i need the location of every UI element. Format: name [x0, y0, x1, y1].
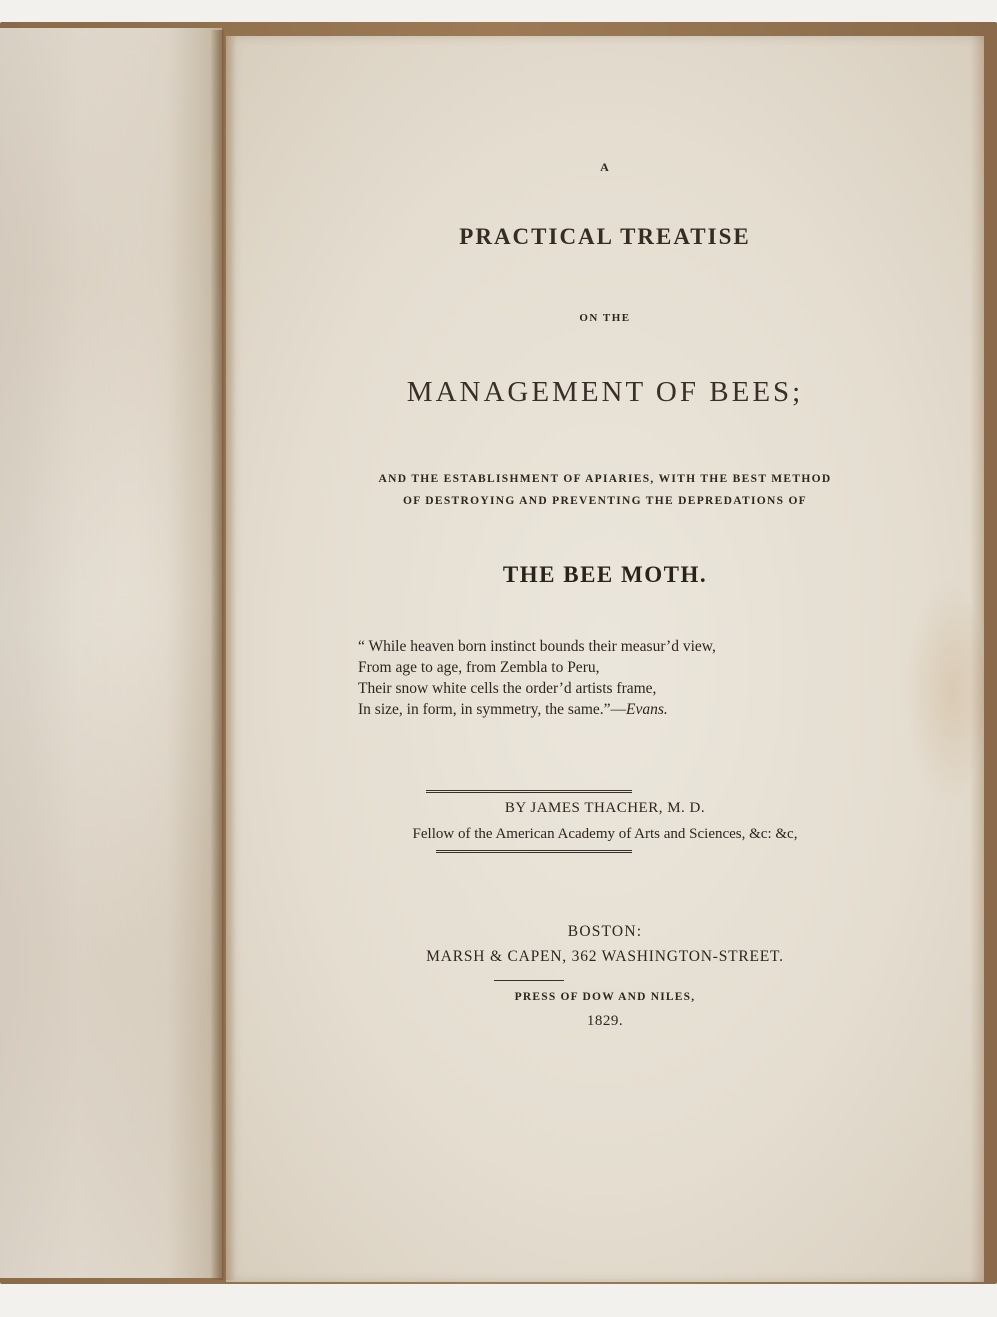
author-line: BY JAMES THACHER, M. D. [504, 800, 706, 816]
subject-title: THE BEE MOTH. [502, 562, 708, 587]
subtitle-line-2: OF DESTROYING AND PREVENTING THE DEPREDATIONS OF [402, 495, 808, 507]
double-rule-bottom [436, 850, 632, 853]
imprint-publisher: MARSH & CAPEN, 362 WASHINGTON-STREET. [426, 948, 784, 965]
title-connector: ON THE [579, 312, 631, 324]
epigraph-attribution: Evans. [626, 701, 668, 718]
imprint-city: BOSTON: [567, 923, 643, 940]
imprint-year: 1829. [586, 1013, 624, 1029]
epigraph-line-4 [358, 699, 716, 720]
left-page-blank [0, 28, 222, 1278]
book-gutter [210, 30, 236, 1280]
epigraph-line-4-text: In size, in form, in symmetry, the same.”— [358, 701, 627, 718]
short-rule [494, 980, 564, 981]
subtitle-line-1: AND THE ESTABLISHMENT OF APIARIES, WITH THE BEST METHOD [378, 473, 832, 485]
epigraph-line-3: Their snow white cells the order’d artists frame, [358, 680, 657, 697]
double-rule-top [426, 790, 632, 793]
author-affiliation: Fellow of the American Academy of Arts and Sciences, &c: &c, [412, 826, 798, 842]
title-line-1: PRACTICAL TREATISE [459, 224, 751, 249]
main-title: MANAGEMENT OF BEES; [406, 376, 804, 408]
epigraph-line-1: “ While heaven born instinct bounds their measur’d view, [358, 638, 716, 655]
epigraph [358, 636, 716, 720]
epigraph-line-2: From age to age, from Zembla to Peru, [358, 659, 600, 676]
title-article: A [600, 160, 610, 174]
imprint-printer: PRESS OF DOW AND NILES, [514, 991, 696, 1003]
